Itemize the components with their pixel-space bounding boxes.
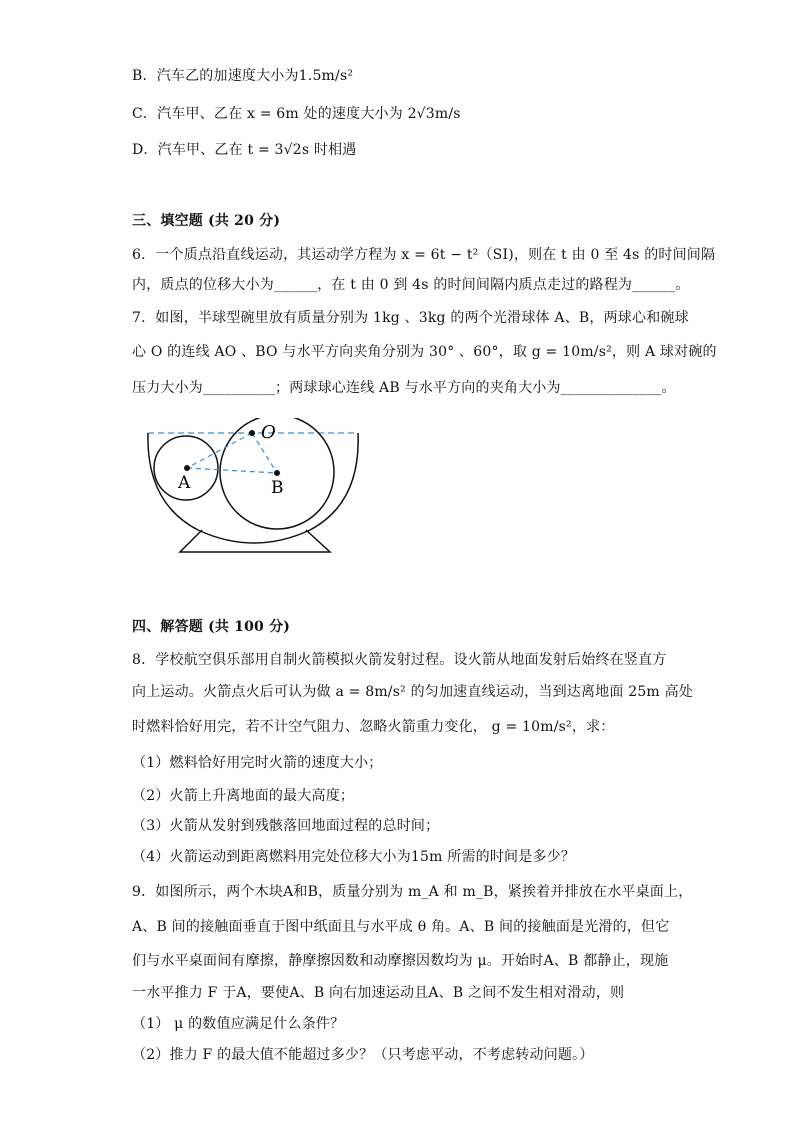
label-b: B <box>271 478 284 498</box>
q7-line2: 心 O 的连线 AO 、BO 与水平方向夹角分别为 30° 、60°，取 g = 10m/s²，则 A 球对碗的 <box>132 344 717 360</box>
q9-sub2: （2）推力 F 的最大值不能超过多少？（只考虑平动，不考虑转动问题。） <box>132 1047 594 1063</box>
point-o <box>249 430 255 436</box>
q9-sub1: （1） μ 的数值应满足什么条件？ <box>132 1016 345 1032</box>
q8-sub3: （3）火箭从发射到残骸落回地面过程的总时间； <box>132 818 440 834</box>
bowl-figure <box>140 418 370 558</box>
q7-line1: 7．如图，半球型碗里放有质量分别为 1kg 、3kg 的两个光滑球体 A、B，两球心和碗球 <box>132 310 689 326</box>
q8-line2: 向上运动。火箭点火后可认为做 a = 8m/s² 的匀加速直线运动，当到达离地面 25m 高处 <box>132 684 693 700</box>
section3-heading: 三、填空题 (共 20 分) <box>132 213 281 229</box>
label-a: A <box>178 473 191 493</box>
q8-sub2: （2）火箭上升离地面的最大高度； <box>132 788 355 804</box>
q6-line2: 内，质点的位移大小为______，在 t 由 0 到 4s 的时间间隔内质点走过的路程为______。 <box>132 277 690 293</box>
q9-line4: 一水平推力 F 于A，要使A、B 向右加速运动且A、B 之间不发生相对滑动，则 <box>132 985 625 1001</box>
line-ab <box>187 468 277 473</box>
section4-heading: 四、解答题 (共 100 分) <box>132 619 291 635</box>
option-d: D．汽车甲、乙在 t = 3√2s 时相遇 <box>132 142 357 158</box>
q8-line1: 8．学校航空俱乐部用自制火箭模拟火箭发射过程。设火箭从地面发射后始终在竖直方 <box>132 652 667 668</box>
q6-line1: 6．一个质点沿直线运动，其运动学方程为 x = 6t − t²（SI)，则在 t 由 0 至 4s 的时间间隔 <box>132 247 716 263</box>
q9-line2: A、B 间的接触面垂直于图中纸面且与水平成 θ 角。A、B 间的接触面是光滑的，但它 <box>132 919 670 935</box>
q9-line1: 9．如图所示，两个木块A和B，质量分别为 m_A 和 m_B，紧挨着并排放在水平桌面上， <box>132 884 693 900</box>
q8-line3: 时燃料恰好用完，若不计空气阻力、忽略火箭重力变化， g = 10m/s²，求： <box>132 719 615 735</box>
q7-line3: 压力大小为__________；两球球心连线 AB 与水平方向的夹角大小为______________。 <box>132 380 676 396</box>
option-c: C．汽车甲、乙在 x = 6m 处的速度大小为 2√3m/s <box>132 106 461 122</box>
bowl-left-wall <box>148 433 198 530</box>
q8-sub1: （1）燃料恰好用完时火箭的速度大小； <box>132 755 383 771</box>
option-b: B．汽车乙的加速度大小为1.5m/s² <box>132 68 354 84</box>
label-o: O <box>261 422 276 443</box>
bowl-bottom <box>198 530 310 543</box>
q8-sub4: （4）火箭运动到距离燃料用完处位移大小为15m 所需的时间是多少？ <box>132 849 576 865</box>
point-b <box>274 470 280 476</box>
bowl-right-wall <box>310 433 358 530</box>
point-a <box>184 465 190 471</box>
q9-line3: 们与水平桌面间有摩擦，静摩擦因数和动摩擦因数均为 μ。开始时A、B 都静止，现施 <box>132 953 669 969</box>
bowl-stand <box>180 530 330 552</box>
